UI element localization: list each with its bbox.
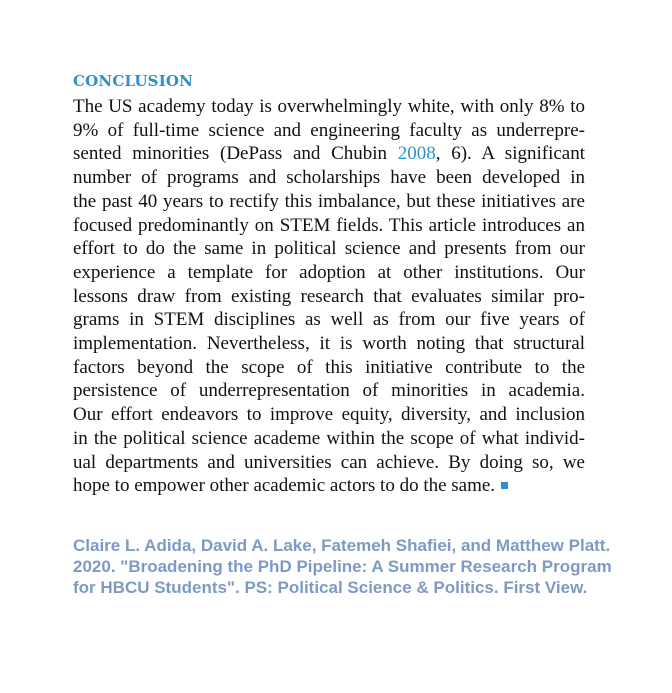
paragraph-line: Our effort endeavors to improve equity, diversity, and inclusion	[73, 404, 585, 426]
line-text: , 6). A significant	[435, 143, 586, 165]
paragraph-line: ual departments and universities can achieve. By doing so, we	[73, 451, 585, 473]
conclusion-paragraph	[73, 95, 585, 498]
paragraph-line: factors beyond the scope of this initiative contribute to the	[73, 356, 585, 378]
line-text: hope to empower other academic actors to do the same.	[73, 475, 496, 497]
paragraph-line: lessons draw from existing research that evaluates similar pro-	[73, 285, 585, 307]
citation-year-link[interactable]: 2008	[397, 143, 436, 165]
paragraph-line: grams in STEM disciplines as well as from our five years of	[73, 309, 585, 331]
paragraph-line: focused predominantly on STEM fields. This article introduces an	[73, 214, 585, 236]
paragraph-line: experience a template for adoption at other institutions. Our	[73, 261, 585, 283]
paragraph-line: number of programs and scholarships have been developed in	[73, 167, 585, 189]
line-text: sented minorities (DePass and Chubin	[73, 143, 398, 165]
paragraph-line: The US academy today is overwhelmingly white, with only 8% to	[73, 96, 585, 117]
paragraph-line: 9% of full-time science and engineering faculty as underrepre-	[73, 119, 585, 141]
paragraph-line: in the political science academe within the scope of what individ-	[73, 427, 585, 449]
section-heading: CONCLUSION	[73, 72, 194, 90]
paragraph-line: implementation. Nevertheless, it is worth noting that structural	[73, 333, 585, 355]
paragraph-line-with-citation	[73, 142, 585, 166]
paragraph-line: effort to do the same in political science and presents from our	[73, 238, 585, 260]
citation-block: Claire L. Adida, David A. Lake, Fatemeh Shafiei, and Matthew Platt. 2020. "Broadening the PhD Pipeline: A Summer Research Program for HBCU Students". PS: Political Science & Politics. First View.	[73, 536, 612, 597]
paragraph-line-last	[73, 474, 585, 498]
paragraph-line: persistence of underrepresentation of minorities in academia.	[73, 380, 585, 402]
end-of-article-square-icon	[501, 482, 508, 489]
paragraph-line: the past 40 years to rectify this imbalance, but these initiatives are	[73, 190, 585, 212]
